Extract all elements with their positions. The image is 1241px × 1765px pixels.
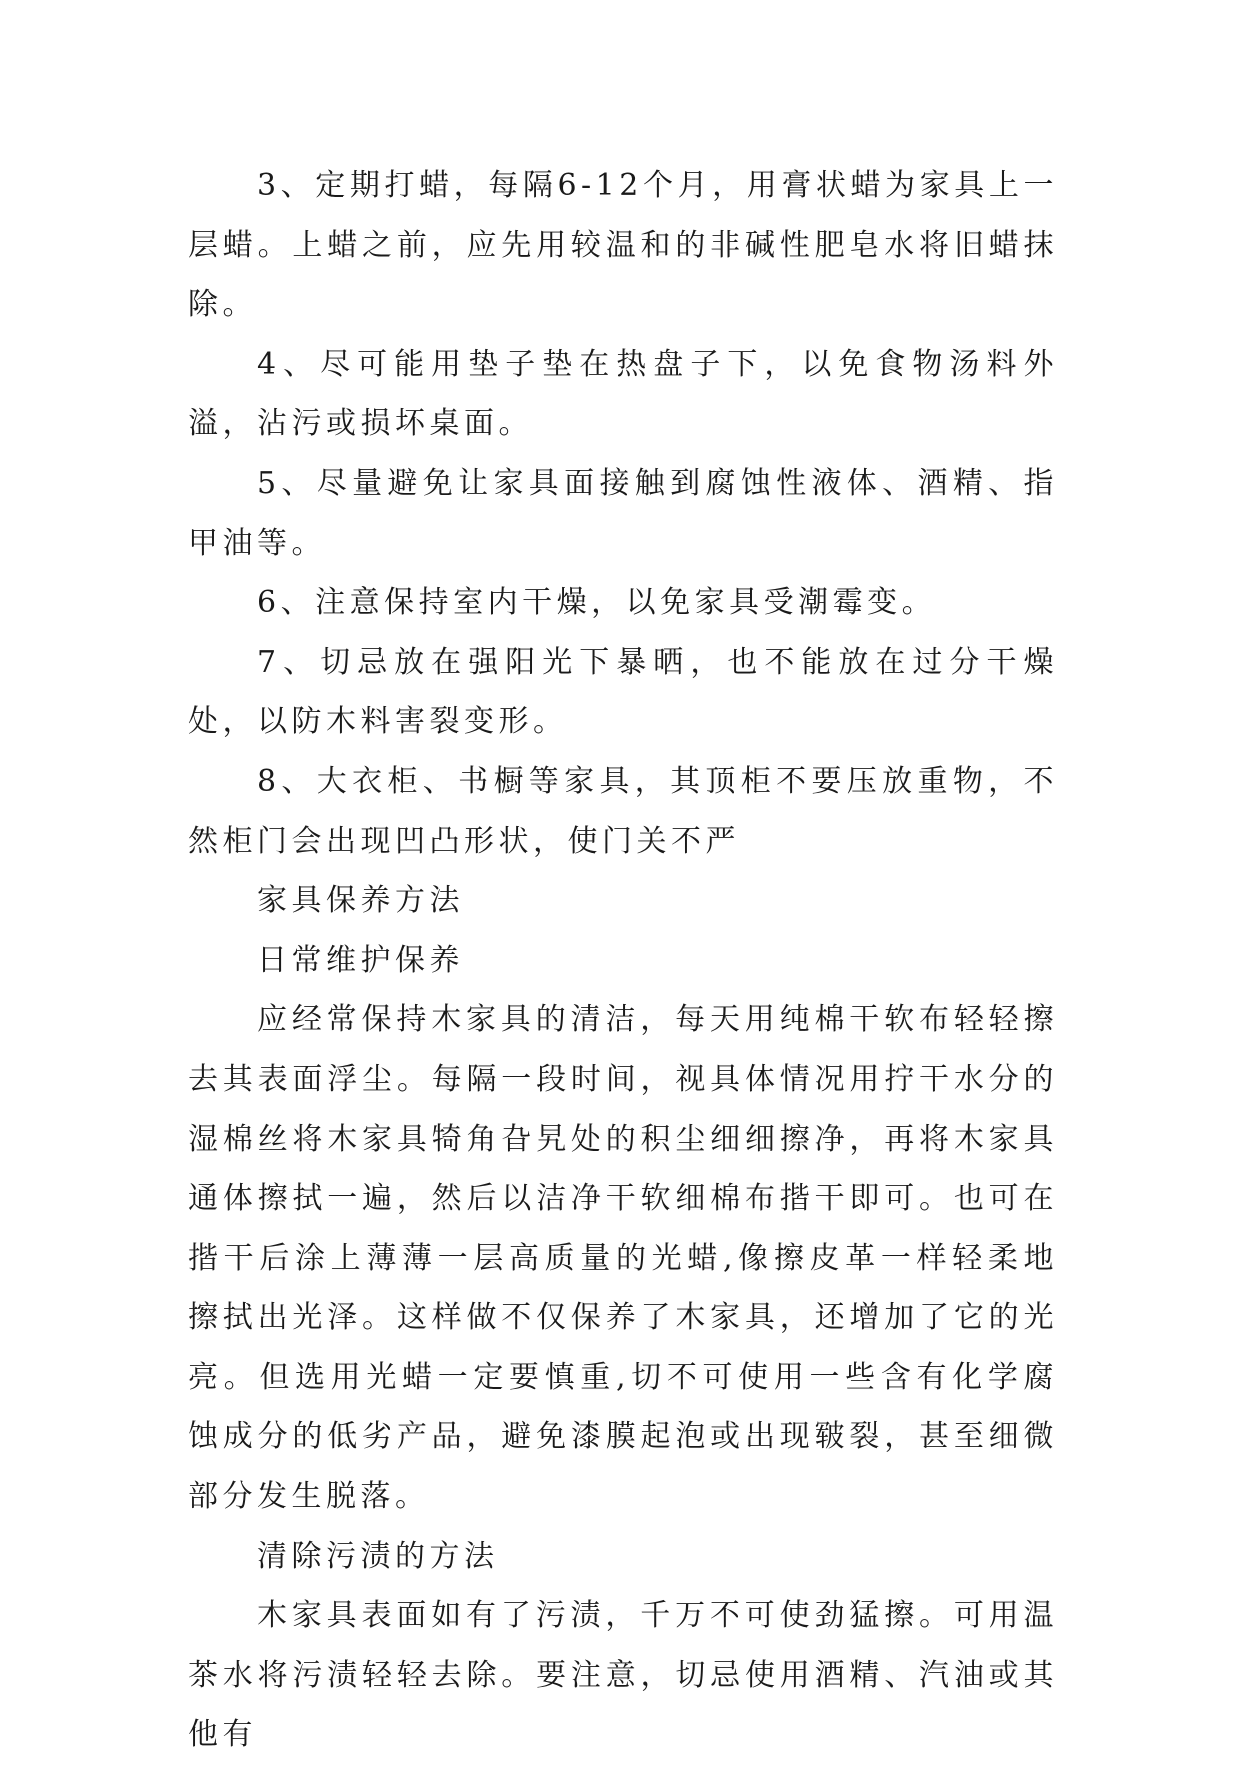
heading-stain-removal: 清除污渍的方法 [257,1538,499,1574]
paragraph-corrosive: 5、尽量避免让家具面接触到腐蚀性液体、酒精、指甲油等。 [188,465,1058,561]
paragraph-wardrobe: 8、大衣柜、书橱等家具，其顶柜不要压放重物，不然柜门会出现凹凸形状，使门关不严 [188,763,1058,859]
paragraph-stains: 木家具表面如有了污渍，千万不可使劲猛擦。可用温茶水将污渍轻轻去除。要注意，切忌使用酒精、汽油或其他有 [188,1598,1058,1753]
heading-maintenance-methods: 家具保养方法 [257,883,464,919]
paragraph-dry-room: 6、注意保持室内干燥，以免家具受潮霉变。 [257,585,937,621]
paragraph-hot-plate: 4、尽可能用垫子垫在热盘子下，以免食物汤料外溢，沾污或损坏桌面。 [188,346,1058,442]
paragraph-wax: 3、定期打蜡，每隔6-12个月，用膏状蜡为家具上一层蜡。上蜡之前，应先用较温和的非碱性肥皂水将旧蜡抹除。 [188,168,1058,323]
paragraph-daily-cleaning: 应经常保持木家具的清洁，每天用纯棉干软布轻轻擦去其表面浮尘。每隔一段时间，视具体情况用拧干水分的湿棉丝将木家具犄角旮旯处的积尘细细擦净，再将木家具通体擦拭一遍，然后以洁净干软细棉布揩干即可。也可在揩干后涂上薄薄一层高质量的光蜡,像擦皮革一样轻柔地擦拭出光泽。这样做不仅保养了木家具，还增加了它的光亮。但选用光蜡一定要慎重,切不可使用一些含有化学腐蚀成分的低劣产品，避免漆膜起泡或出现皲裂，甚至细微部分发生脱落。 [188,1002,1058,1515]
document-body [188,156,1058,1765]
paragraph-sunlight: 7、切忌放在强阳光下暴晒，也不能放在过分干燥处，以防木料害裂变形。 [188,644,1058,740]
heading-daily-maintenance: 日常维护保养 [257,942,464,978]
